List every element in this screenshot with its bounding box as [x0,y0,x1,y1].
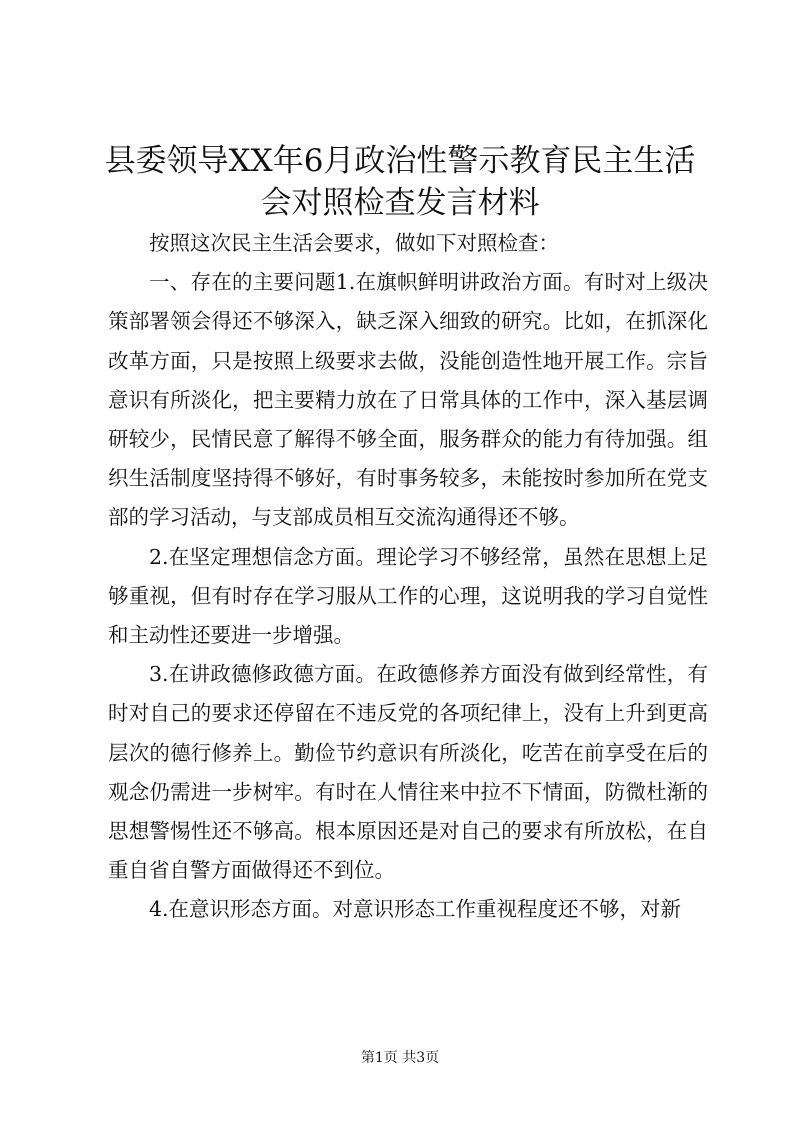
paragraph: 4.在意识形态方面。对意识形态工作重视程度还不够，对新 [149,897,682,922]
paragraph: 3.在讲政德修政德方面。在政德修养方面没有做到经常性，有时对自己的要求还停留在不违反党的各项纪律上，没有上升到更高层次的德行修养上。勤俭节约意识有所淡化，吃苦在前享受在后的观念仍需进一步树牢。有时在人情往来中拉不下情面，防微杜渐的思想警惕性还不够高。根本原因还是对自己的要求有所放松，在自重自省自警方面做得还不到位。 [108,662,708,883]
paragraph: 一、存在的主要问题1.在旗帜鲜明讲政治方面。有时对上级决策部署领会得还不够深入，缺乏深入细致的研究。比如，在抓深化改革方面，只是按照上级要求去做，没能创造性地开展工作。宗旨意识有所淡化，把主要精力放在了日常具体的工作中，深入基层调研较少，民情民意了解得不够全面，服务群众的能力有待加强。组织生活制度坚持得不够好，有时事务较多，未能按时参加所在党支部的学习活动，与支部成员相互交流沟通得还不够。 [108,270,708,530]
paragraph: 2.在坚定理想信念方面。理论学习不够经常，虽然在思想上足够重视，但有时存在学习服从工作的心理，这说明我的学习自觉性和主动性还要进一步增强。 [108,544,708,648]
paragraph: 按照这次民主生活会要求，做如下对照检查： [149,231,559,255]
document-body [108,224,708,930]
page-footer: 第1页 共3页 [360,1050,440,1066]
document-title: 县委领导XX年6月政治性警示教育民主生活会对照检查发言材料 [104,143,696,221]
